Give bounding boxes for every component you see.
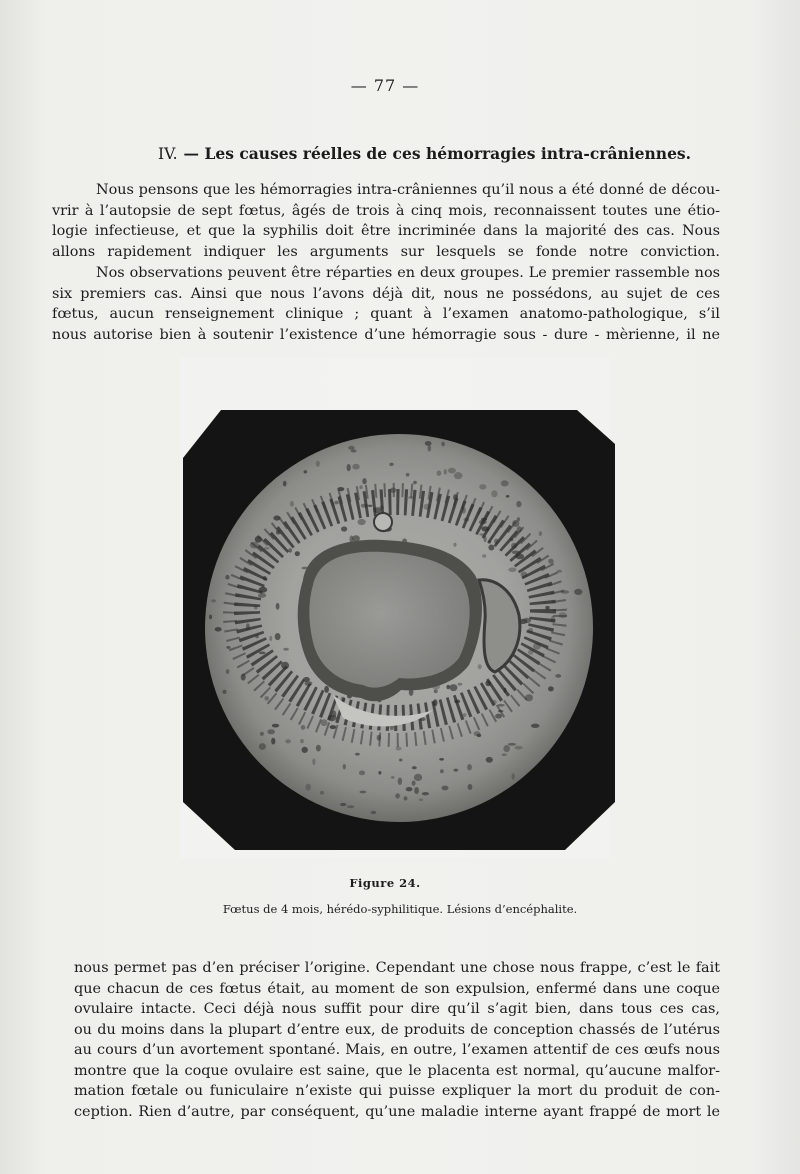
micrograph-image [183,410,615,850]
text-line: vrir à l’autopsie de sept fœtus, âgés de trois à cinq mois, reconnaissent toutes une étio- [52,202,720,219]
text-line: ception. Rien d’autre, par conséquent, qu’une maladie interne ayant frappé de mort le [74,1103,720,1120]
text-line: six premiers cas. Ainsi que nous l’avons déjà dit, nous ne possédons, au sujet de ces [52,285,720,302]
paragraph-2 [52,263,720,345]
figure-label: Figure 24. [349,876,421,890]
text-line: ou du moins dans la plupart d’entre eux, de produits de conception chassés de l’utérus [74,1021,720,1038]
section-title: — Les causes réelles de ces hémorragies intra-crâniennes. [183,144,692,163]
text-line: au cours d’un avortement spontané. Mais, en outre, l’examen attentif de ces œufs nous [74,1042,720,1058]
text-line: Nos observations peuvent être réparties en deux groupes. Le premier rassemble nos [96,265,720,281]
text-line: mation fœtale ou funiculaire n’existe qui puisse expliquer la mort du produit de con- [74,1083,720,1099]
section-number: IV. [158,145,178,163]
text-line: logie infectieuse, et que la syphilis doit être incriminée dans la majorité des cas. Nous [52,223,720,239]
text-line: nous autorise bien à soutenir l’existence d’une hémorragie sous - dure - mèrienne, il ne [52,326,720,343]
page-number: — 77 — [350,76,420,95]
paragraph-1 [52,180,720,262]
text-line: que chacun de ces fœtus était, au moment de son expulsion, enfermé dans une coque [74,980,720,997]
text-line: fœtus, aucun renseignement clinique ; quant à l’examen anatomo-pathologique, s’il [52,306,720,322]
text-line: nous permet pas d’en préciser l’origine. Cependant une chose nous frappe, c’est le fait [74,960,720,976]
section-heading [158,144,692,163]
text-line: montre que la coque ovulaire est saine, que le placenta est normal, qu’aucune malfor- [74,1062,720,1079]
text-line: ovulaire intacte. Ceci déjà nous suffit pour dire qu’il s’agit bien, dans tous ces cas, [74,1001,720,1017]
text-line: Nous pensons que les hémorragies intra-crâniennes qu’il nous a été donné de décou- [96,182,720,198]
text-line: allons rapidement indiquer les arguments sur lesquels se fonde notre conviction. [52,243,720,260]
figure-caption: Fœtus de 4 mois, hérédo-syphilitique. Lésions d’encéphalite. [222,902,578,916]
paragraph-3 [74,958,720,1122]
micrograph-figure [183,410,615,850]
